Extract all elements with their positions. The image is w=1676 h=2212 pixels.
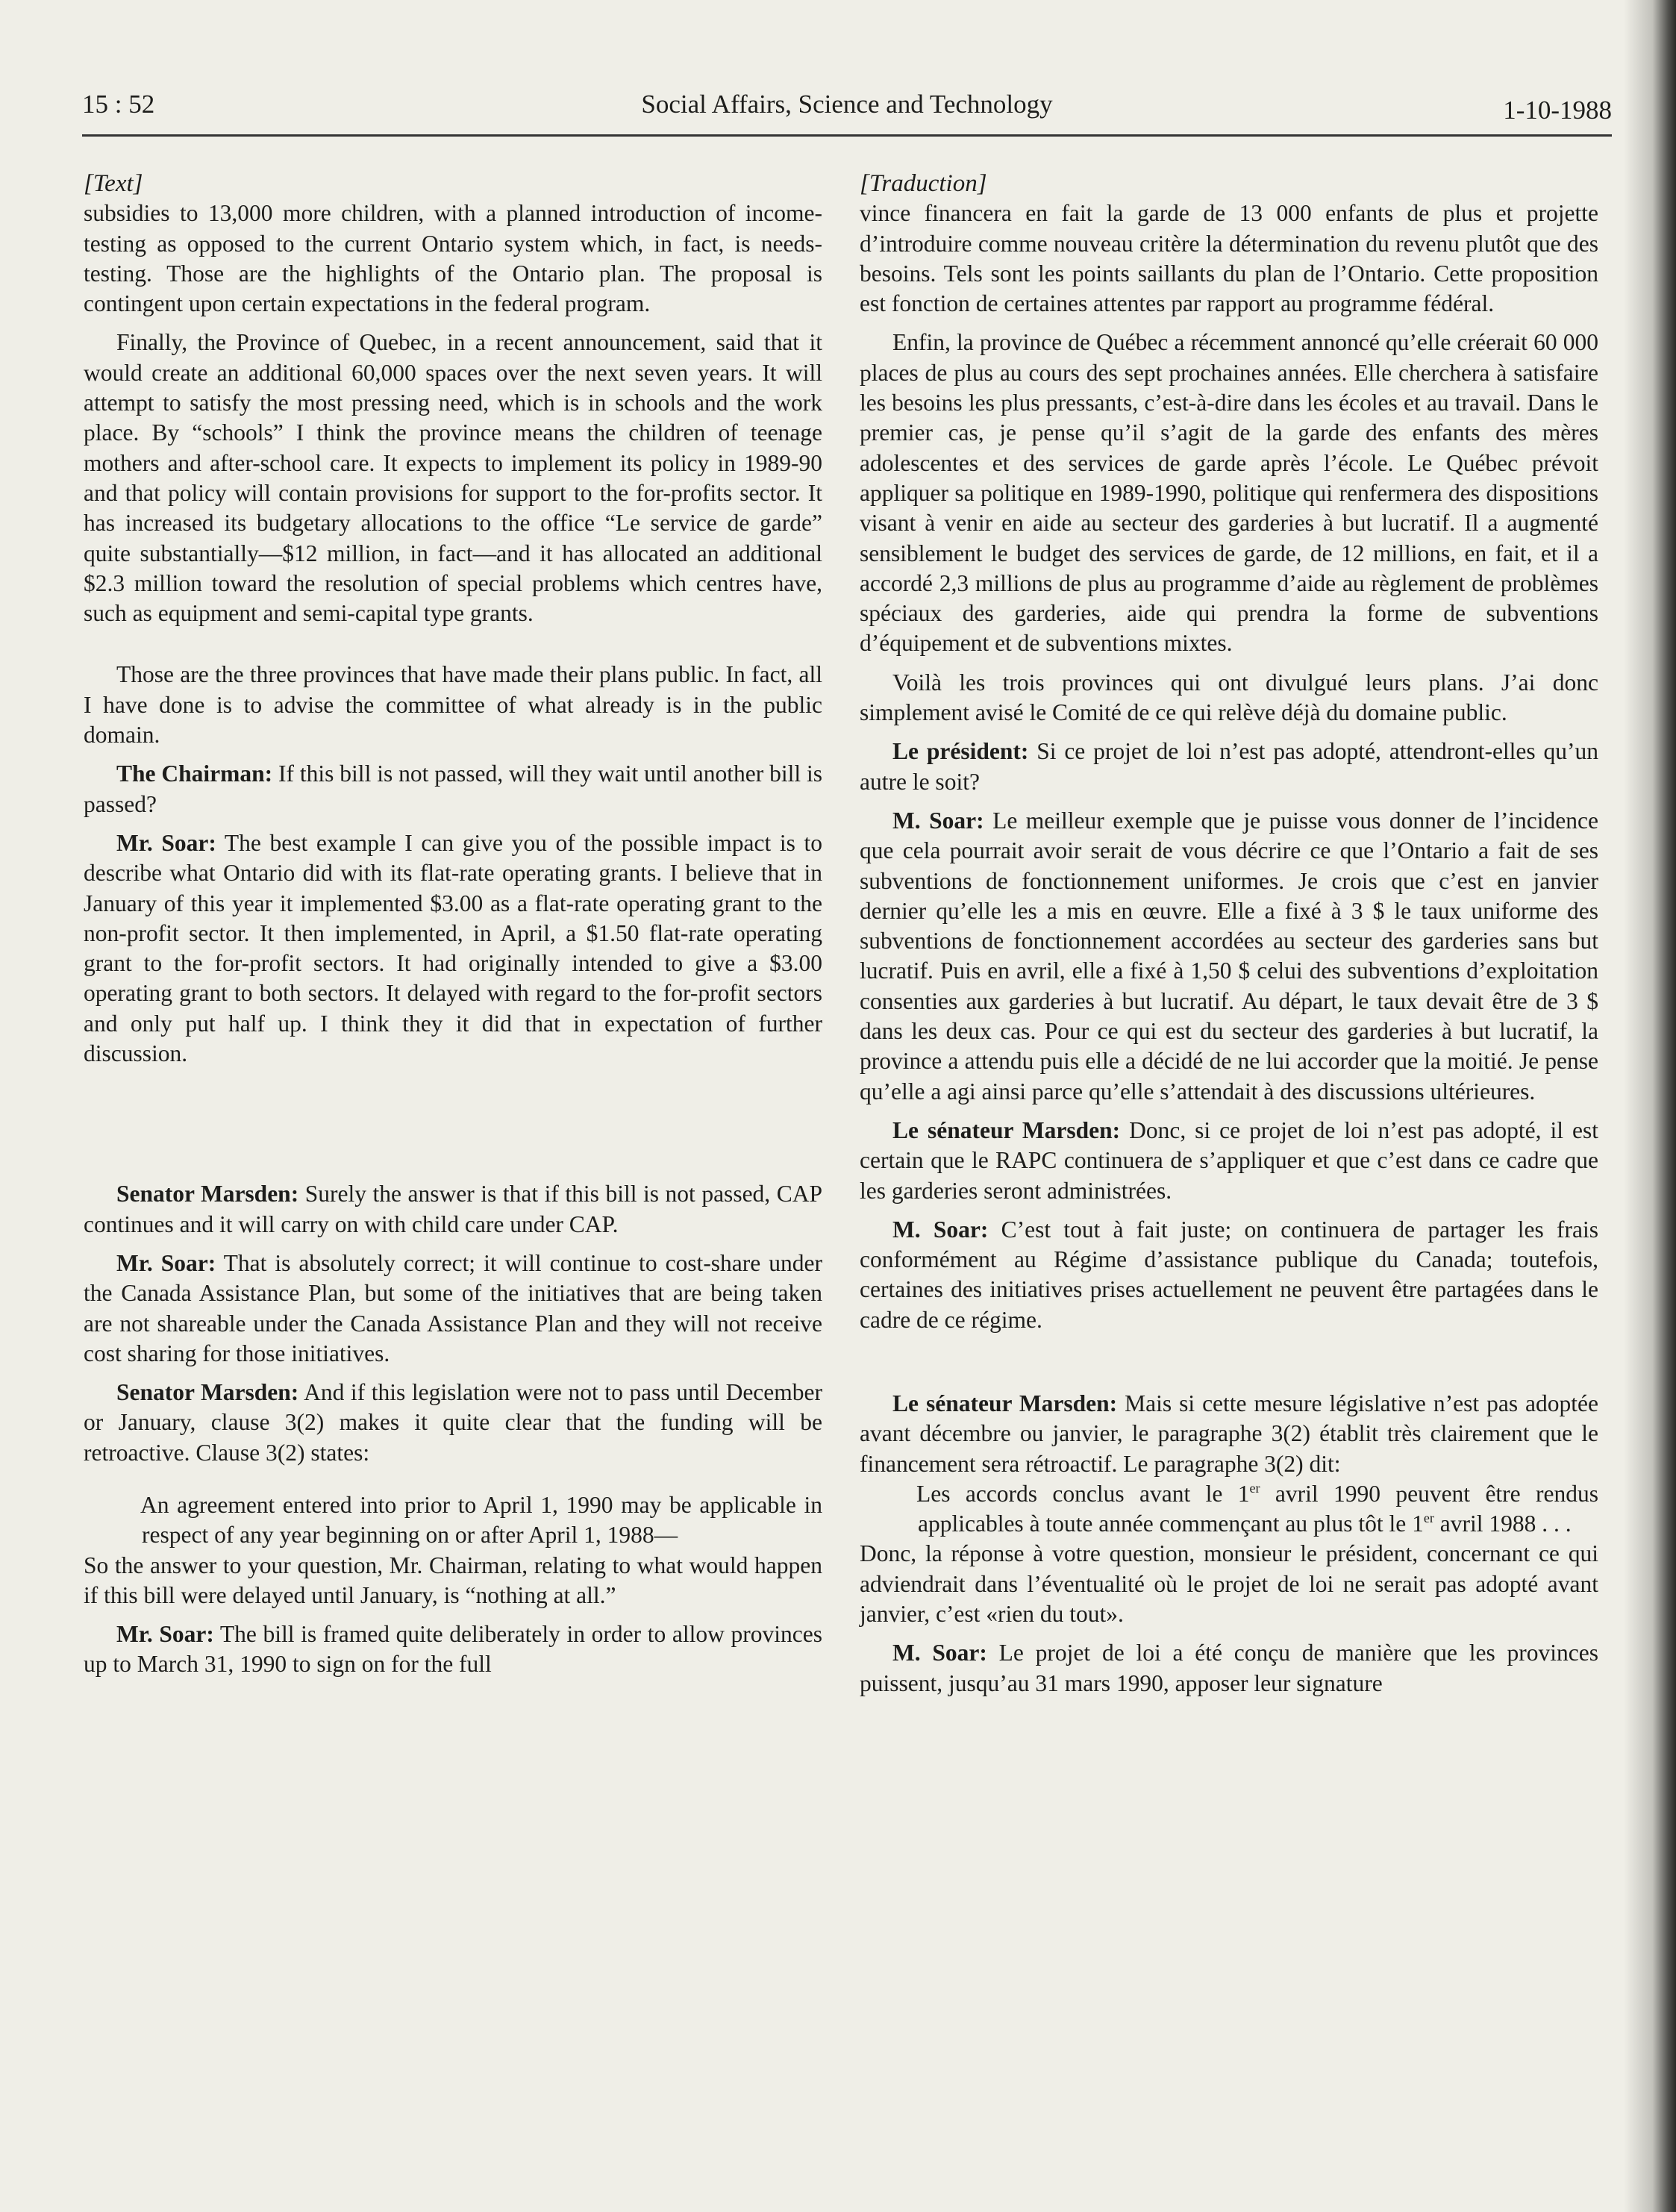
- speaker-paragraph: [84, 828, 822, 1069]
- speaker-name: M. Soar:: [892, 1216, 989, 1243]
- speaker-name: M. Soar:: [892, 807, 984, 834]
- speech-text: If this bill is not passed, will they wait until another bill is passed?: [84, 760, 822, 817]
- quote-text: Les accords conclus avant le 1: [916, 1480, 1250, 1507]
- speaker-paragraph: [84, 1378, 822, 1468]
- speaker-name: Mr. Soar:: [116, 829, 216, 856]
- speech-text: Surely the answer is that if this bill is not passed, CAP continues and it will carry on with child care under CAP.: [84, 1181, 822, 1237]
- paragraph: Those are the three provinces that have made their plans public. In fact, all I have done is to advise the committee of what already is in the public domain.: [84, 661, 822, 749]
- speech-text: Donc, si ce projet de loi n’est pas adopté, il est certain que le RAPC continuera de s’appliquer et que c’est dans ce cadre que les garderies seront administrées.: [860, 1116, 1599, 1204]
- speaker-name: M. Soar:: [892, 1640, 987, 1666]
- page-header: [82, 90, 1612, 137]
- page-date: 1-10-1988: [1503, 96, 1612, 125]
- speaker-paragraph: [860, 1215, 1598, 1335]
- section-label-text: [Traduction]: [860, 170, 987, 197]
- quote-text: avril 1990 peuvent être rendus applicables à toute année commençant au plus tôt le 1: [918, 1480, 1599, 1537]
- quote-text: avril 1988 . . .: [1433, 1510, 1572, 1537]
- speaker-name: Le sénateur Marsden:: [892, 1116, 1121, 1143]
- speaker-name: Senator Marsden:: [116, 1181, 299, 1207]
- speaker-paragraph: [860, 1116, 1598, 1206]
- page-title: Social Affairs, Science and Technology: [641, 90, 1053, 119]
- superscript: er: [1423, 1510, 1434, 1526]
- page-number: 15 : 52: [82, 90, 155, 119]
- paragraph: vince financera en fait la garde de 13 000 enfants de plus et projette d’introduire comme nouveau critère la détermination du revenu plutôt que des besoins. Tels sont les points saillants du plan de l’Ontario. Cette proposition est fonction de certaines attentes par rapport au programme fédéral.: [860, 200, 1598, 317]
- section-label-text: [Text]: [84, 170, 143, 197]
- speaker-name: Mr. Soar:: [116, 1621, 214, 1648]
- speaker-paragraph: [860, 1389, 1598, 1479]
- speaker-name: Le président:: [892, 738, 1029, 765]
- speaker-name: Le sénateur Marsden:: [892, 1390, 1118, 1416]
- paragraph: Finally, the Province of Quebec, in a recent announcement, said that it would create an additional 60,000 spaces over the next seven years. It will attempt to satisfy the most pressing need, which is in schools and the work place. By “schools” I think the province means the children of teenage mothers and after-school care. It expects to implement its policy in 1989-90 and that policy will contain provisions for support to the for-profits sector. It has increased its budgetary allocations to the office “Le service de garde” quite substantially—$12 million, in fact—and it has allocated an additional $2.3 million toward the resolution of special problems which centres have, such as equipment and semi-capital type grants.: [84, 329, 822, 627]
- speech-text: Le meilleur exemple que je puisse vous donner de l’incidence que cela pourrait avoir serait de vous décrire ce que l’Ontario a fait de ses subventions de fonctionnement uniformes. Je crois que c’est en janvier dernier qu’elle les a mis en œuvre. Elle a fixé à 3 $ le taux uniforme des subventions de fonctionnement accordées au secteur des garderies sans but lucratif. Puis en avril, elle a fixé à 1,50 $ celui des subventions d’exploitation consenties aux garderies à but lucratif. Au départ, le taux devait être de 3 $ dans les deux cas. Pour ce qui est du secteur des garderies à but lucratif, la province a attendu puis elle a décidé de ne lui accorder que la moitié. Je pense qu’elle a agi ainsi parce qu’elle s’attendait à des discussions ultérieures.: [860, 807, 1598, 1105]
- speaker-paragraph: [860, 737, 1598, 797]
- speech-text: That is absolutely correct; it will continue to cost-share under the Canada Assistance Plan, but some of the initiatives that are being taken are not shareable under the Canada Assistance Plan and they will not receive cost sharing for those initiatives.: [84, 1249, 822, 1366]
- binding-shadow: [1624, 0, 1676, 2212]
- french-column: [860, 169, 1598, 1699]
- speech-text: C’est tout à fait juste; on continuera de partager les frais conformément au Régime d’assistance publique du Canada; toutefois, certaines des initiatives prises actuellement ne peuvent être partagées dans le cadre de ce régime.: [860, 1216, 1598, 1333]
- speaker-paragraph: [84, 1619, 822, 1680]
- speech-text: Le projet de loi a été conçu de manière que les provinces puissent, jusqu’au 31 mars 1990, apposer leur signature: [860, 1640, 1598, 1696]
- speech-text: Mais si cette mesure législative n’est pas adoptée avant décembre ou janvier, le paragraphe 3(2) établit très clairement que le financement sera rétroactif. Le paragraphe 3(2) dit:: [860, 1390, 1599, 1477]
- speaker-paragraph: [84, 759, 822, 819]
- speaker-paragraph: [84, 1249, 822, 1369]
- speaker-name: Mr. Soar:: [116, 1249, 216, 1276]
- speech-text: The best example I can give you of the possible impact is to describe what Ontario did with its flat-rate operating grants. I believe that in January of this year it implemented $3.00 as a flat-rate operating grant to the non-profit sector. It then implemented, in April, a $1.50 flat-rate operating grant to the for-profit sectors. It had originally intended to give a $3.00 operating grant to both sectors. It delayed with regard to the for-profit sectors and only put half up. I think they it did that in expectation of further discussion.: [84, 829, 823, 1067]
- speech-text: And if this legislation were not to pass until December or January, clause 3(2) makes it quite clear that the funding will be retroactive. Clause 3(2) states:: [84, 1379, 822, 1466]
- paragraph: Donc, la réponse à votre question, monsieur le président, concernant ce qui adviendrait dans l’éventualité où le projet de loi ne serait pas adopté avant janvier, c’est «rien du tout».: [860, 1540, 1598, 1628]
- english-column: [84, 169, 822, 1680]
- paragraph: Voilà les trois provinces qui ont divulgué leurs plans. J’ai donc simplement avisé le Comité de ce qui relève déjà du domaine public.: [860, 669, 1598, 726]
- block-quote: [860, 1479, 1598, 1540]
- superscript: er: [1249, 1480, 1260, 1496]
- paragraph: Enfin, la province de Québec a récemment annoncé qu’elle créerait 60 000 places de plus au cours des sept prochaines années. Elle cherchera à satisfaire les besoins les plus pressants, c’est-à-dire dans les écoles et au travail. Dans le premier cas, je pense qu’il s’agit de la garde des enfants des mères adolescentes et des services de garde après l’école. Le Québec prévoit appliquer sa politique en 1989-1990, politique qui renfermera des dispositions visant à venir en aide au secteur des garderies à but lucratif. Il a augmenté sensiblement le budget des services de garde, de 12 millions, en fait, et il a accordé 2,3 millions de plus au programme d’aide au règlement de problèmes spéciaux des garderies, aide qui prendra la forme de subventions d’équipement et de subventions mixtes.: [860, 329, 1598, 657]
- speaker-name: The Chairman:: [116, 760, 273, 787]
- speaker-paragraph: [84, 1179, 822, 1240]
- speech-text: Si ce projet de loi n’est pas adopté, attendront-elles qu’un autre le soit?: [860, 738, 1599, 795]
- paragraph: subsidies to 13,000 more children, with a planned introduction of income-testing as opposed to the current Ontario system which, in fact, is needs-testing. Those are the highlights of the Ontario plan. The proposal is contingent upon certain expectations in the federal program.: [84, 200, 822, 317]
- speaker-name: Senator Marsden:: [116, 1379, 299, 1406]
- block-quote: An agreement entered into prior to April 1, 1990 may be applicable in respect of any year beginning on or after April 1, 1988—: [140, 1491, 822, 1549]
- speaker-paragraph: [860, 1638, 1598, 1699]
- speaker-paragraph: [860, 806, 1598, 1107]
- speech-text: The bill is framed quite deliberately in order to allow provinces up to March 31, 1990 to sign on for the full: [84, 1621, 822, 1678]
- paragraph: So the answer to your question, Mr. Chairman, relating to what would happen if this bill were delayed until January, is “nothing at all.”: [84, 1552, 822, 1608]
